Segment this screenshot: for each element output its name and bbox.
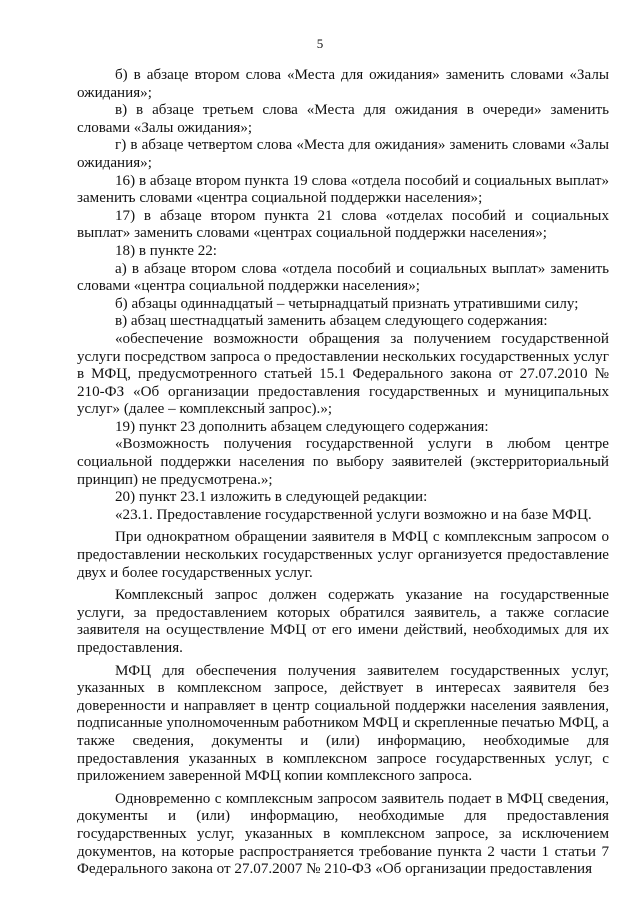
paragraph-item-g: г) в абзаце четвертом слова «Места для ожидания» заменить словами «Залы ожидания»; bbox=[77, 137, 609, 171]
paragraph-point-16: 16) в абзаце втором пункта 19 слова «отдела пособий и социальных выплат» заменить словами «центра социальной поддержки населения»; bbox=[77, 172, 609, 207]
paragraph-point-23-1: «23.1. Предоставление государственной услуги возможно и на базе МФЦ. bbox=[115, 506, 592, 523]
paragraph-point-17: 17) в абзаце втором пункта 21 слова «отделах пособий и социальных выплат» заменить словами «центрах социальной поддержки населения»; bbox=[77, 207, 609, 242]
paragraph-simultaneous-submission: Одновременно с комплексным запросом заявитель подает в МФЦ сведения, документы и (или) информацию, необходимые для предоставления государственных услуг, указанных в комплексном запросе, за исключением документов, на которые распространяется требование пункта 2 части 1 статьи 7 Федерального закона от 27.07.2007 № 210-ФЗ «Об организации предоставления bbox=[77, 790, 609, 878]
paragraph-point-18-b: б) абзацы одиннадцатый – четырнадцатый признать утратившими силу; bbox=[115, 295, 579, 312]
paragraph-request-content: Комплексный запрос должен содержать указание на государственные услуги, за предоставлением которых обратился заявитель, а также согласие заявителя на осуществление МФЦ от его имени действий, необходимых для их предоставления. bbox=[77, 587, 609, 656]
paragraph-item-b: б) в абзаце втором слова «Места для ожидания» заменить словами «Залы ожидания»; bbox=[77, 67, 609, 101]
paragraph-point-19: 19) пункт 23 дополнить абзацем следующего содержания: bbox=[115, 418, 489, 435]
paragraph-quote-extraterritorial: «Возможность получения государственной услуги в любом центре социальной поддержки населения по выбору заявителей (экстерриториальный принцип) не предусмотрена.»; bbox=[77, 436, 609, 488]
paragraph-item-v: в) в абзаце третьем слова «Места для ожидания в очереди» заменить словами «Залы ожидания»; bbox=[77, 102, 609, 136]
paragraph-single-request: При однократном обращении заявителя в МФЦ с комплексным запросом о предоставлении нескольких государственных услуг организуется предоставление двух и более государственных услуг. bbox=[77, 529, 609, 581]
paragraph-mfc-actions: МФЦ для обеспечения получения заявителем государственных услуг, указанных в комплексном запросе, действует в интересах заявителя без доверенности и направляет в центр социальной поддержки населения заявления, подписанные уполномоченным работником МФЦ и скрепленные печатью МФЦ, а также сведения, документы и (или) информацию, необходимые для предоставления указанных в комплексном запросе государственных услуг, с приложением заверенной МФЦ копии комплексного запроса. bbox=[77, 662, 609, 785]
paragraph-quote-complex-request: «обеспечение возможности обращения за получением государственной услуги посредством запроса о предоставлении нескольких государственных услуг в МФЦ, предусмотренного статьей 15.1 Федерального закона от 27.07.2010 № 210-ФЗ «Об организации предоставления государственных и муниципальных услуг» (далее – комплексный запрос).»; bbox=[77, 330, 609, 418]
paragraph-point-18-a: а) в абзаце втором слова «отдела пособий и социальных выплат» заменить словами «центра социальной поддержки населения»; bbox=[77, 260, 609, 295]
document-body bbox=[77, 67, 609, 879]
page-number: 5 bbox=[316, 36, 324, 51]
paragraph-point-20: 20) пункт 23.1 изложить в следующей редакции: bbox=[115, 489, 428, 506]
paragraph-point-18-v: в) абзац шестнадцатый заменить абзацем следующего содержания: bbox=[115, 313, 548, 330]
paragraph-point-18: 18) в пункте 22: bbox=[115, 242, 217, 259]
